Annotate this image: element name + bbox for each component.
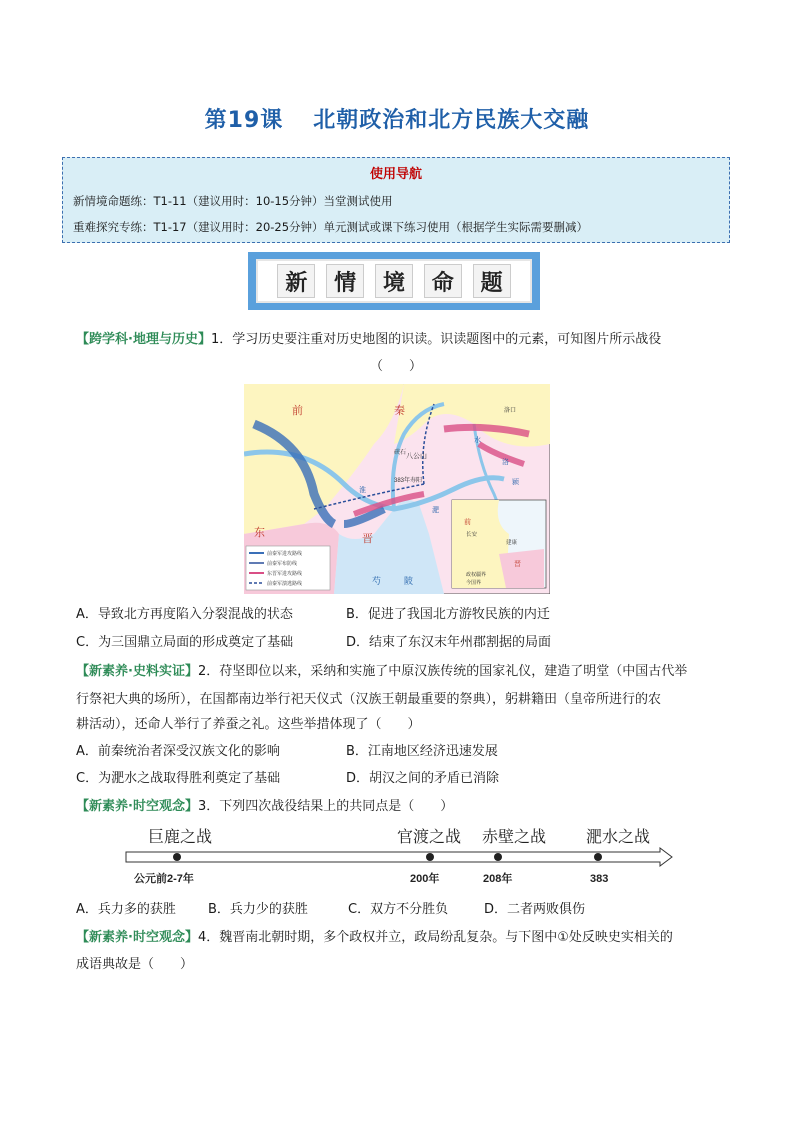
map-legend-item: 前秦军溃逃路线 [267, 581, 303, 587]
guide-line-1: 新情境命题练：T1-11（建议用时：10-15分钟）当堂测试使用 [73, 194, 393, 208]
page-title [0, 103, 794, 134]
banner-char: 新 [277, 264, 315, 298]
banner-char: 题 [473, 264, 511, 298]
guide-heading: 使用导航 [369, 167, 422, 182]
usage-guide-box [62, 157, 730, 243]
timeline-dot [426, 853, 434, 861]
q3-option-d: D．二者两败俱伤 [484, 902, 586, 917]
map-label-shui: 水 [474, 437, 481, 444]
map-label-ling: 陂 [404, 576, 414, 586]
lesson-number: 第19课 [204, 108, 284, 133]
q1-option-c: C．为三国鼎立局面的形成奠定了基础 [76, 635, 294, 650]
q1-option-b: B．促进了我国北方游牧民族的内迁 [346, 607, 550, 622]
q3-stem: 3．下列四次战役结果上的共同点是（ ） [197, 799, 454, 814]
q3-tag: 【新素养·时空观念】 [76, 799, 198, 814]
q1-option-a: A．导致北方再度陷入分裂混战的状态 [76, 607, 293, 622]
map-legend-item: 前秦军进攻路线 [267, 551, 303, 557]
q1-tag: 【跨学科·地理与历史】 [76, 332, 211, 347]
banner-char: 命 [424, 264, 462, 298]
banner-char: 情 [326, 264, 364, 298]
q2-option-b: B．江南地区经济迅速发展 [346, 744, 498, 759]
q4-tag: 【新素养·时空观念】 [76, 930, 198, 945]
q2-line-2: 行祭祀大典的场所），在国都南边举行祀天仪式（汉族王朝最重要的祭典），躬耕籍田（皇帝所进行的农 [76, 692, 662, 707]
timeline-event: 巨鹿之战 [148, 829, 213, 846]
timeline-dot [594, 853, 602, 861]
inset-label-qian: 前 [464, 519, 471, 526]
q4-stem-1: 4．魏晋南北朝时期，多个政权并立，政局纷乱复杂。与下图中①处反映史实相关的 [197, 930, 673, 945]
map-label-qian: 前 [292, 405, 303, 417]
q1-option-d: D．结束了东汉末年州郡割据的局面 [346, 635, 552, 650]
battle-timeline [120, 822, 680, 892]
q2-option-d: D．胡汉之间的矛盾已消除 [346, 771, 500, 786]
inset-legend-item: 今国界 [466, 580, 482, 586]
q4-line-2: 成语典故是（ ） [76, 957, 194, 972]
inset-legend-item: 政权疆界 [466, 572, 487, 578]
timeline-year: 200年 [410, 873, 440, 885]
map-label-luokou: 洛口 [504, 408, 517, 414]
q2-line-3: 耕活动），还命人举行了养蚕之礼。这些举措体现了（ ） [76, 717, 421, 732]
timeline-year: 383 [590, 873, 609, 885]
map-label-jin: 晋 [362, 533, 373, 545]
map-label-yang: 芍 [372, 576, 382, 586]
timeline-year: 公元前2-7年 [134, 873, 194, 885]
section-banner [248, 252, 540, 310]
q2-tag: 【新素养·史料实证】 [76, 664, 198, 679]
map-legend-item: 东晋军进攻路线 [267, 571, 303, 577]
q4-line-1 [76, 926, 673, 945]
battle-map [244, 384, 550, 594]
q3-option-a: A．兵力多的获胜 [76, 902, 176, 917]
map-label-huai: 淮 [359, 487, 366, 494]
guide-line-2: 重难探究专练：T1-17（建议用时：20-25分钟）单元测试或课下练习使用（根据学生实际需要删减） [73, 220, 589, 234]
inset-label-changan: 长安 [466, 532, 478, 538]
q2-stem-1: 2．苻坚即位以来，采纳和实施了中原汉族传统的国家礼仪，建造了明堂（中国古代举 [197, 664, 688, 679]
q3-option-c: C．双方不分胜负 [348, 902, 449, 917]
map-label-bagongshan: 八公山 [406, 453, 427, 460]
timeline-event: 赤壁之战 [482, 829, 547, 846]
map-label-shouyang: 383年寿阳 [394, 478, 423, 484]
map-label-luo: 洛 [502, 459, 509, 466]
map-legend-item: 前秦军布防线 [267, 561, 298, 567]
timeline-event: 官渡之战 [397, 829, 462, 846]
map-label-fei: 淝 [432, 507, 439, 514]
timeline-year: 208年 [483, 873, 513, 885]
q2-line-1 [76, 660, 687, 679]
inset-label-jiankang: 建康 [506, 540, 518, 546]
inset-label-jin: 晋 [514, 561, 521, 568]
timeline-dot [173, 853, 181, 861]
map-label-ying: 颍 [512, 479, 519, 486]
q1-paren: （ ） [370, 359, 423, 374]
map-label-xiakou: 硖石 [394, 450, 407, 456]
map-label-dong: 东 [254, 527, 265, 539]
timeline-event: 淝水之战 [586, 829, 651, 846]
lesson-topic: 北朝政治和北方民族大交融 [313, 108, 590, 133]
q3-option-b: B．兵力少的获胜 [208, 902, 308, 917]
q3-stem-line [76, 795, 453, 814]
q1-stem: 1．学习历史要注重对历史地图的识读。识读题图中的元素，可知图片所示战役 [210, 332, 662, 347]
timeline-dot [494, 853, 502, 861]
q2-option-c: C．为淝水之战取得胜利奠定了基础 [76, 771, 281, 786]
q1-stem-line [76, 328, 661, 347]
map-label-qin: 秦 [394, 405, 405, 417]
banner-char: 境 [375, 264, 413, 298]
q2-option-a: A．前秦统治者深受汉族文化的影响 [76, 744, 280, 759]
